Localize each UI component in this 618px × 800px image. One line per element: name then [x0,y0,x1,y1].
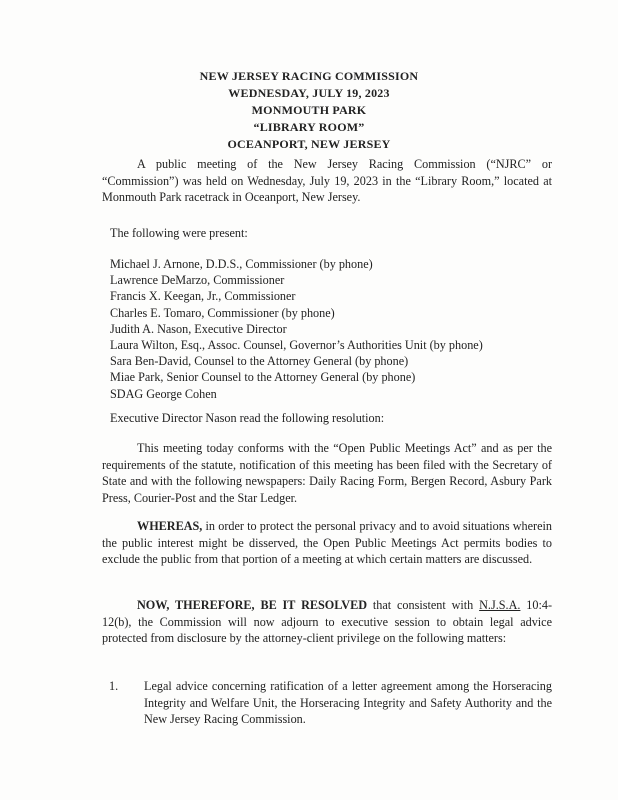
attendee-item: Laura Wilton, Esq., Assoc. Counsel, Governor’s Authorities Unit (by phone) [110,338,483,353]
attendee-item: Sara Ben-David, Counsel to the Attorney General (by phone) [110,354,409,369]
whereas-text: in order to protect the personal privacy and to avoid situations wherein the public interest might be disserved, the Open Public Meetings Act permits bodies to exclude the public from that portion of a meeting at which certain matters are discussed. [102,519,552,567]
attendee-item: Charles E. Tomaro, Commissioner (by phone) [110,305,335,320]
attendee-item: Francis X. Keegan, Jr., Commissioner [110,289,296,304]
document-header [0,68,618,153]
present-heading: The following were present: [110,226,248,240]
attendee-item: Judith A. Nason, Executive Director [110,321,287,336]
matter-number: 1. [109,679,119,693]
resolved-paragraph [102,597,552,647]
attendee-list [110,256,483,402]
opma-paragraph: This meeting today conforms with the “Open Public Meetings Act” and as per the requirements of the statute, notification of this meeting has been filed with the Secretary of State and with the following newspapers: Daily Racing Form, Bergen Record, Asbury Park Press, Courier-Post and the Star Ledger. [102,441,552,505]
whereas-lead: WHEREAS, [137,519,203,533]
resolution-intro: Executive Director Nason read the following resolution: [110,411,385,425]
intro-paragraph: A public meeting of the New Jersey Racing Commission (“NJRC” or “Commission”) was held on Wednesday, July 19, 2023 in the “Library Room,” located at Monmouth Park racetrack in Oceanport, New Jersey. [102,157,552,205]
header-location: OCEANPORT, NEW JERSEY [227,137,391,151]
matter-text: Legal advice concerning ratification of a letter agreement among the Horseracing Integrity and Welfare Unit, the Horseracing Integrity and Safety Authority and the New Jersey Racing Commission. [144,679,552,727]
attendee-item: Lawrence DeMarzo, Commissioner [110,273,285,288]
header-room: “LIBRARY ROOM” [253,120,365,134]
attendee-item: Michael J. Arnone, D.D.S., Commissioner (by phone) [110,257,373,271]
resolved-text-a: that consistent with [367,598,480,612]
whereas-paragraph [102,518,552,568]
statute-citation: N.J.S.A. [479,598,521,612]
header-venue: MONMOUTH PARK [251,103,367,117]
attendee-item: SDAG George Cohen [110,386,217,401]
header-date: WEDNESDAY, JULY 19, 2023 [228,86,390,100]
resolved-text-b: 10:4-12(b), the Commission will now adjourn to executive session to obtain legal advice protected from disclosure by the attorney-client privilege on the following matters: [102,598,553,646]
header-commission: NEW JERSEY RACING COMMISSION [199,69,419,83]
resolved-lead: NOW, THEREFORE, BE IT RESOLVED [137,598,367,612]
attendee-item: Miae Park, Senior Counsel to the Attorney General (by phone) [110,370,416,385]
